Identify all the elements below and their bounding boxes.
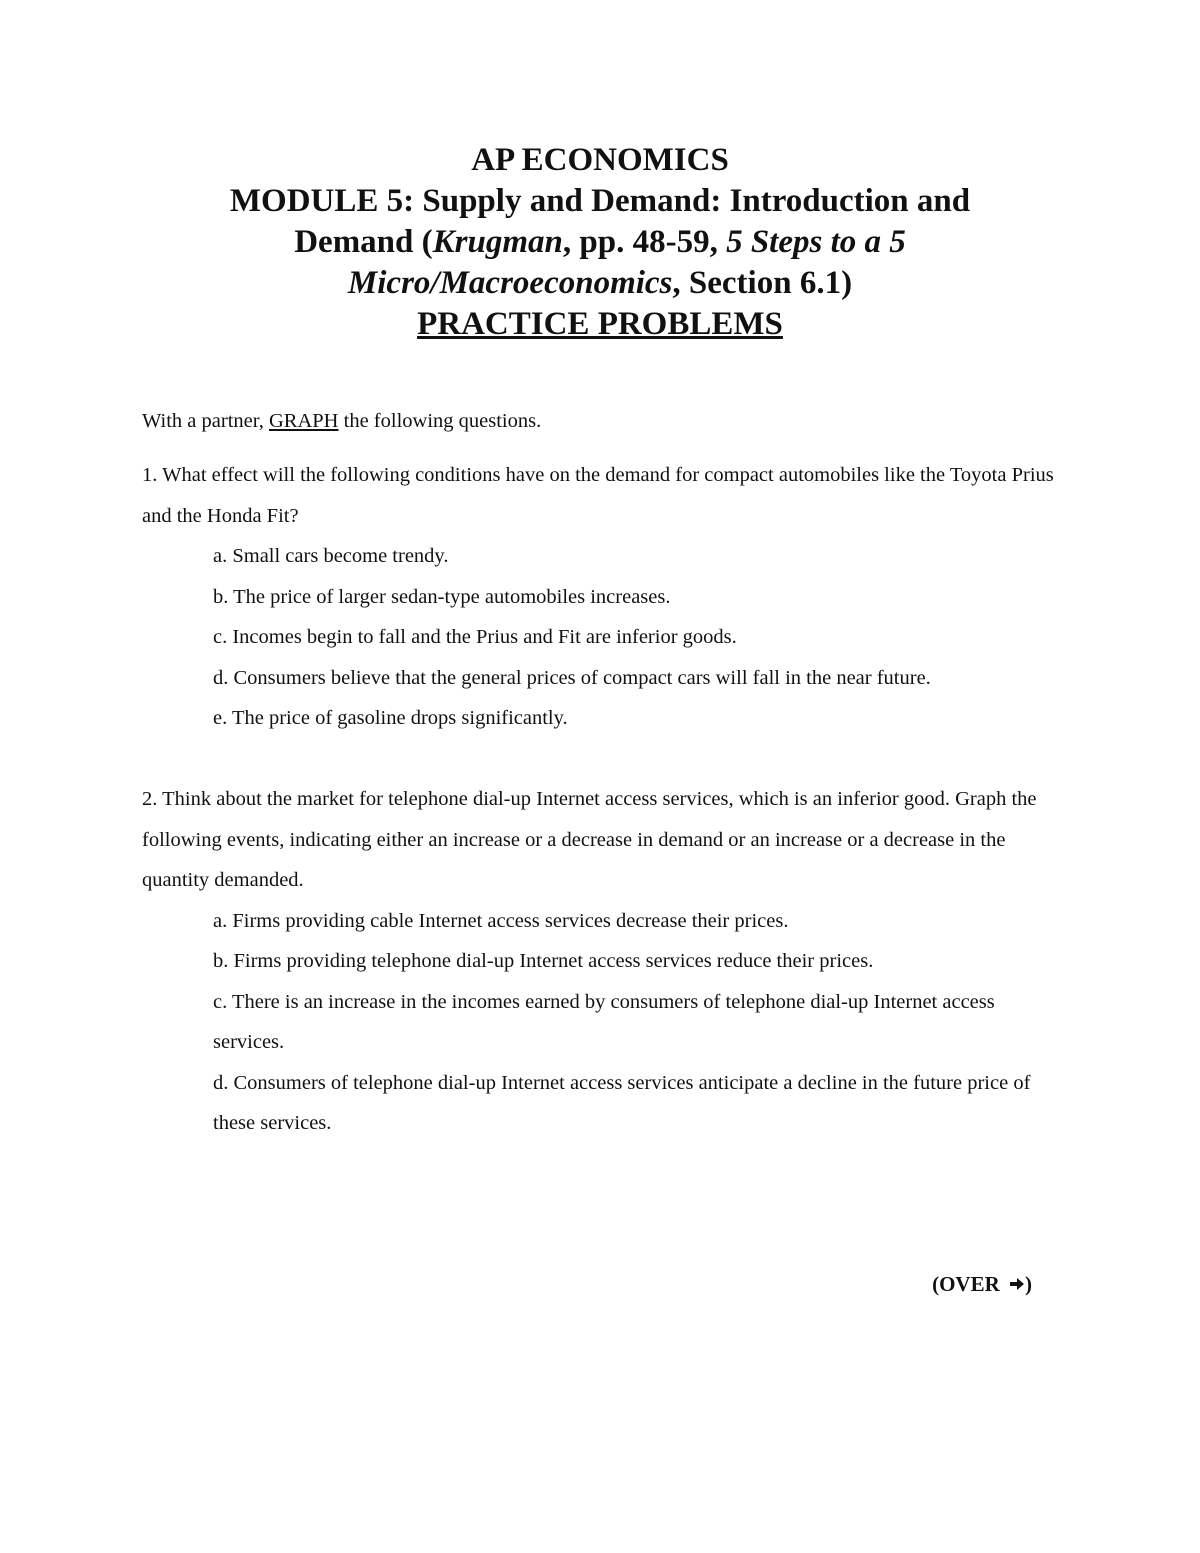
document-title <box>150 140 1050 345</box>
question-1-item-e: e. The price of gasoline drops significantly. <box>213 707 568 729</box>
instructions: With a partner, GRAPH the following questions. <box>142 410 542 432</box>
source-micro-macro: Micro/Macroeconomics <box>347 265 673 301</box>
question-2-stem: 2. Think about the market for telephone dial-up Internet access services, which is an inferior good. Graph the following events, indicating either an increase or a decrease in demand or an increase or a decrease in the quantity demanded. <box>142 788 1037 891</box>
over-indicator: (OVER ) <box>932 1272 1032 1296</box>
question-2 <box>142 779 1062 1144</box>
question-1-item-a: a. Small cars become trendy. <box>213 545 449 567</box>
source-krugman: Krugman <box>432 224 563 260</box>
question-2-item-d: d. Consumers of telephone dial-up Internet access services anticipate a decline in the future price of these services. <box>213 1071 1031 1134</box>
question-2-item-b: b. Firms providing telephone dial-up Internet access services reduce their prices. <box>213 950 874 972</box>
question-1-item-b: b. The price of larger sedan-type automobiles increases. <box>213 585 671 608</box>
question-1-item-d: d. Consumers believe that the general prices of compact cars will fall in the near future. <box>213 666 931 689</box>
module-title-sources: Demand (Krugman, pp. 48-59, 5 Steps to a 5 <box>294 224 906 260</box>
source-5-steps: 5 Steps to a 5 <box>726 224 906 260</box>
question-2-item-a: a. Firms providing cable Internet access services decrease their prices. <box>213 909 789 932</box>
graph-emphasis: GRAPH <box>269 410 339 432</box>
module-title-section: Micro/Macroeconomics, Section 6.1) <box>347 265 853 301</box>
right-arrow-icon <box>1009 1272 1025 1297</box>
module-title: MODULE 5: Supply and Demand: Introduction and <box>229 183 971 219</box>
course-title: AP ECONOMICS <box>471 142 729 178</box>
question-2-item-c: c. There is an increase in the incomes earned by consumers of telephone dial-up Internet access services. <box>213 990 995 1053</box>
practice-problems-heading: PRACTICE PROBLEMS <box>417 306 783 342</box>
question-1 <box>142 455 1062 739</box>
question-1-stem: 1. What effect will the following conditions have on the demand for compact automobiles like the Toyota Prius and the Honda Fit? <box>142 464 1054 527</box>
question-1-item-c: c. Incomes begin to fall and the Prius and Fit are inferior goods. <box>213 626 737 648</box>
